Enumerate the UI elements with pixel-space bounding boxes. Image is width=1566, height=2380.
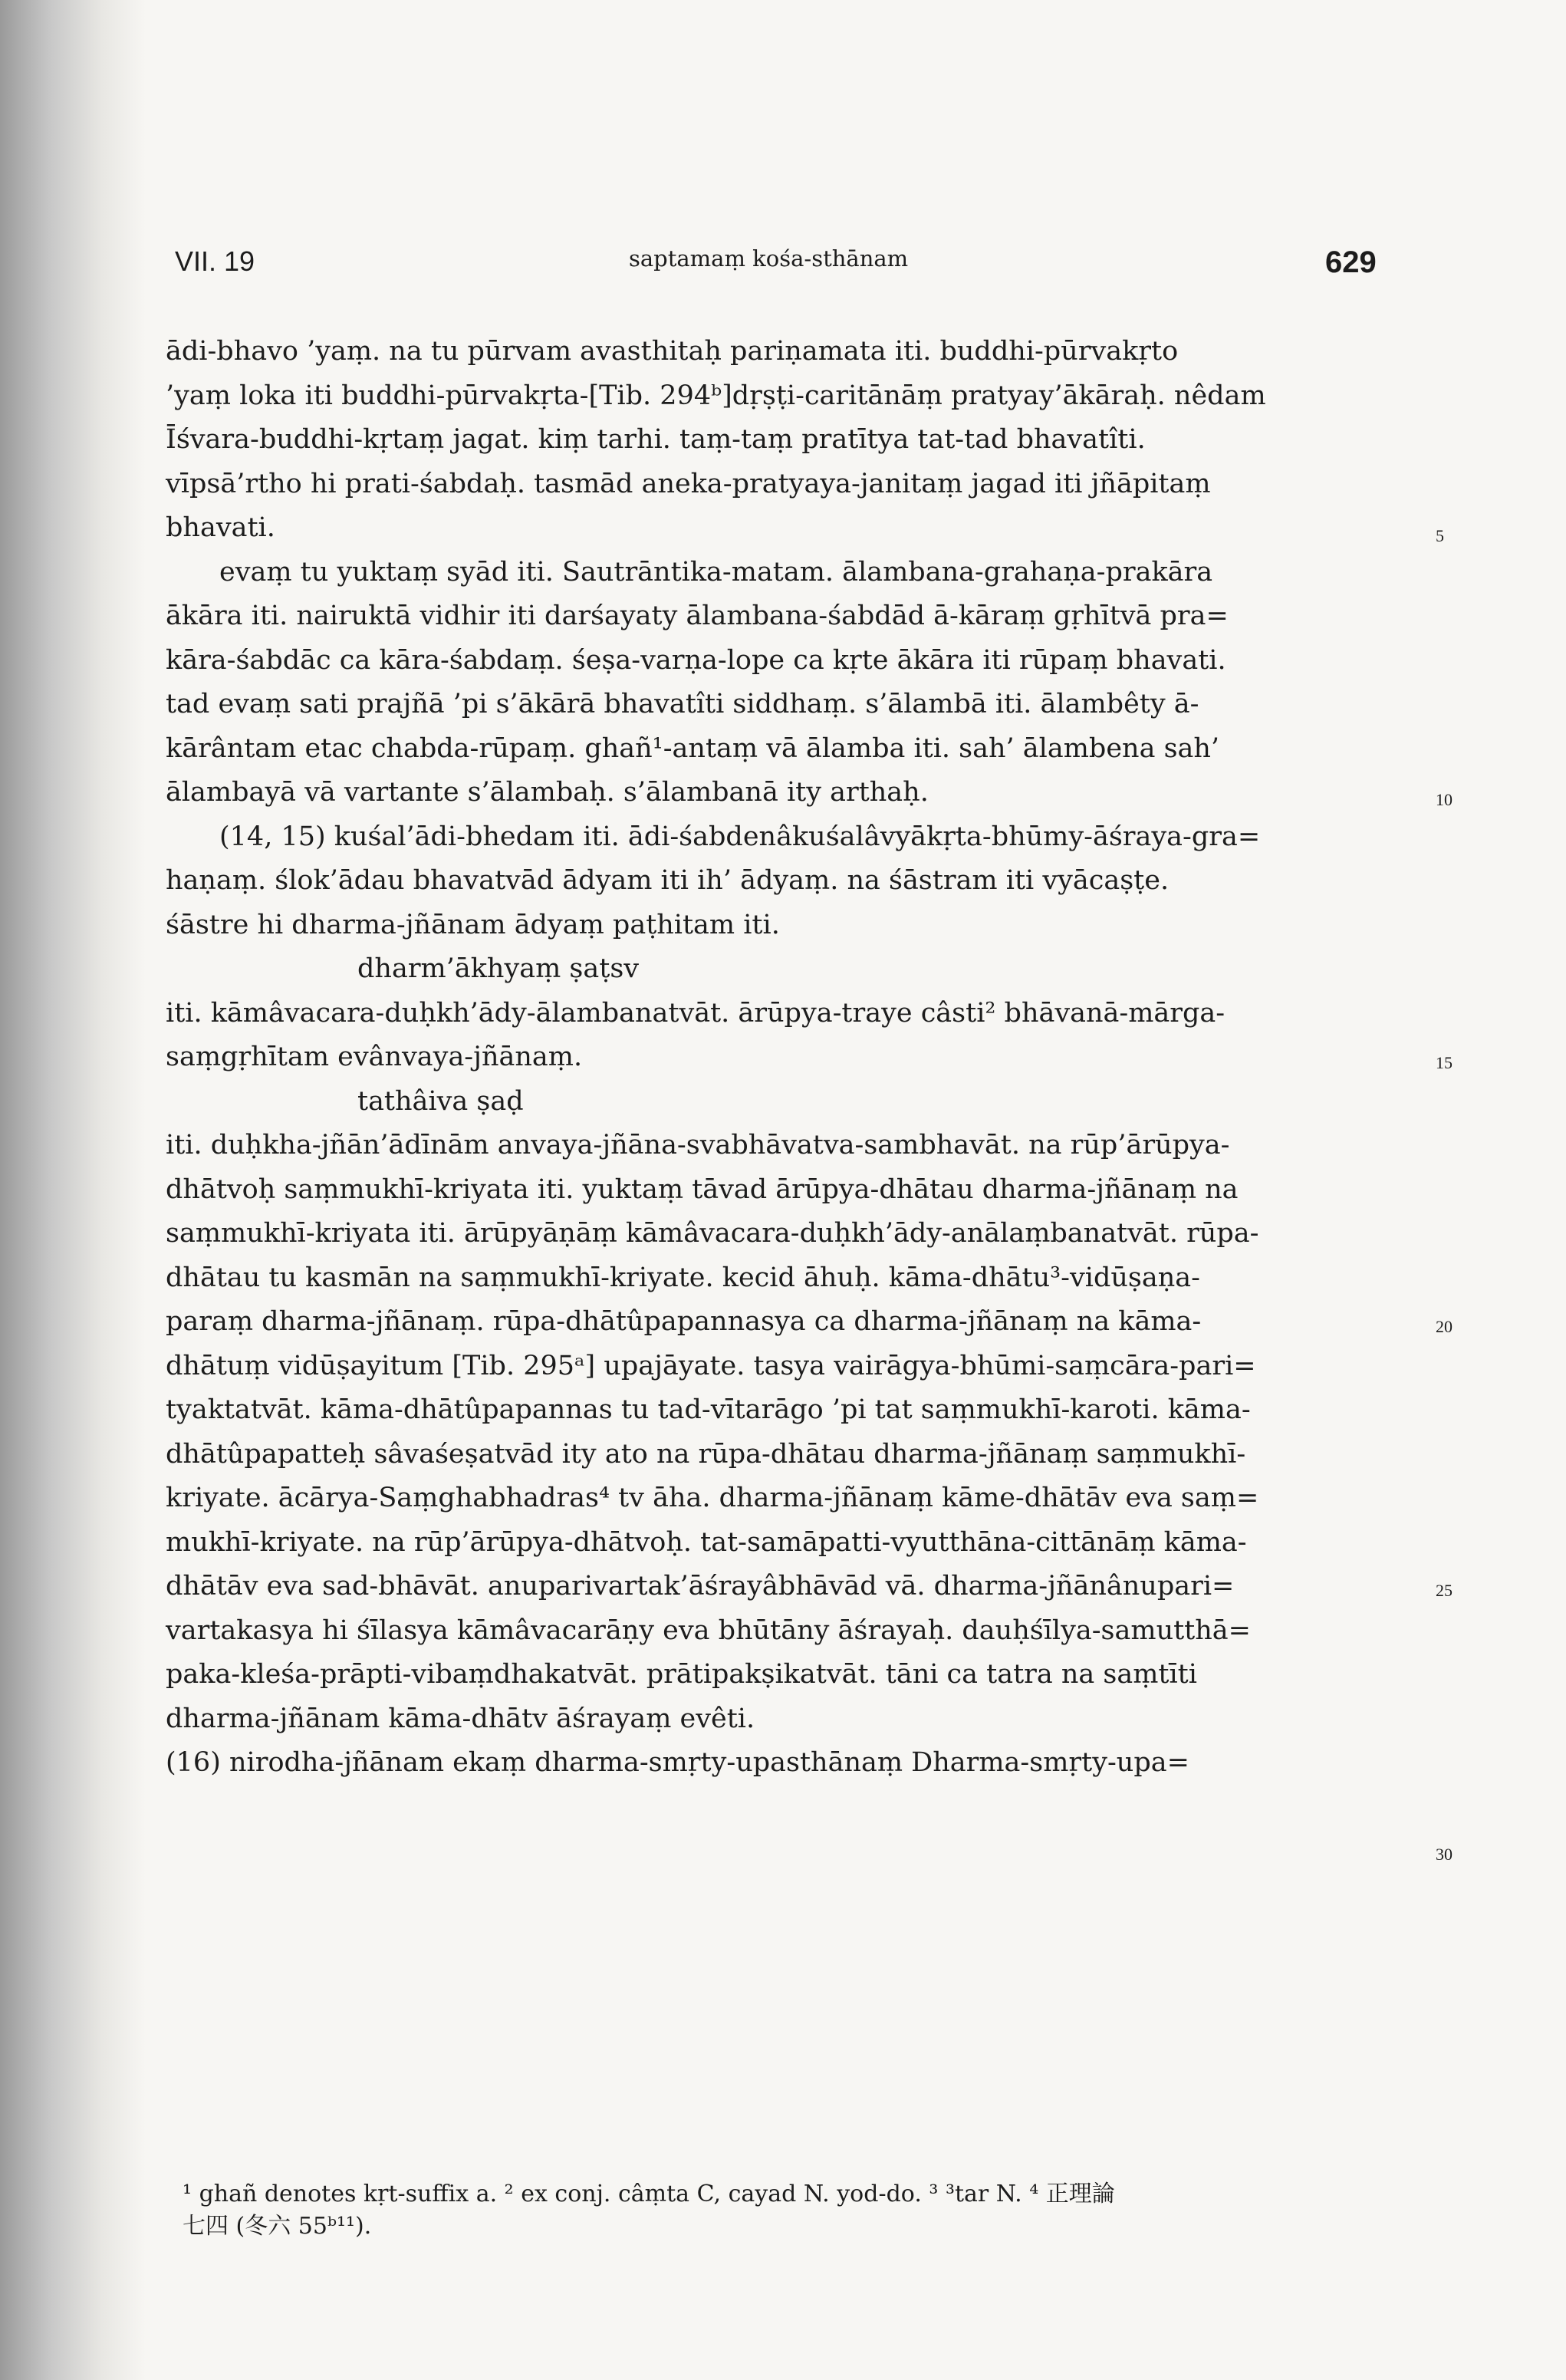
- line-number-20: 20: [1436, 1317, 1452, 1336]
- text-line: dhātāv eva sad-bhāvāt. anuparivartak’āśrayâbhāvād vā. dharma-jñānânupari=: [166, 1571, 1235, 1601]
- text-line: dhātvoḥ saṃmukhī-kriyata iti. yuktaṃ tāvad ārūpya-dhātau dharma-jñānaṃ na: [166, 1174, 1239, 1205]
- footnotes: [183, 2178, 1410, 2243]
- text-line: dhātûpapatteḥ sâvaśeṣatvād ity ato na rūpa-dhātau dharma-jñānaṃ saṃmukhī-: [166, 1438, 1246, 1470]
- page-number: 629: [1325, 245, 1377, 279]
- verse-line: dharm’ākhyaṃ ṣaṭsv: [357, 953, 640, 984]
- text-line: [166, 1786, 1408, 1830]
- text-line: saṃmukhī-kriyata iti. ārūpyāṇāṃ kāmâvacara-duḥkh’ādy-anālaṃbanatvāt. rūpa-: [166, 1218, 1259, 1249]
- text-line: evaṃ tu yuktaṃ syād iti. Sautrāntika-matam. ālambana-grahaṇa-prakāra: [219, 556, 1213, 588]
- text-line: haṇaṃ. ślok’ādau bhavatvād ādyam iti ih’ ādyaṃ. na śāstram iti vyācaṣṭe.: [166, 865, 1170, 896]
- text-line: mukhī-kriyate. na rūp’ārūpya-dhātvoḥ. tat-samāpatti-vyutthāna-cittānāṃ kāma-: [166, 1526, 1247, 1558]
- text-line: iti. kāmâvacara-duḥkh’ādy-ālambanatvāt. ārūpya-traye câsti² bhāvanā-mārga-: [166, 997, 1225, 1029]
- line-number-5: 5: [1436, 526, 1444, 545]
- footnote-line: ¹ ghañ denotes kṛt-suffix a. ² ex conj. câṃta C, cayad N. yod-do. ³ ³tar N. ⁴ 正理論: [183, 2181, 1115, 2207]
- text-line: bhavati.: [166, 512, 275, 543]
- text-line: dhātuṃ vidūṣayitum [Tib. 295ᵃ] upajāyate. tasya vairāgya-bhūmi-saṃcāra-pari=: [166, 1350, 1256, 1381]
- text-line: kriyate. ācārya-Saṃghabhadras⁴ tv āha. dharma-jñānaṃ kāme-dhātāv eva saṃ=: [166, 1483, 1259, 1513]
- text-line: dharma-jñānam kāma-dhātv āśrayaṃ evêti.: [166, 1703, 755, 1734]
- text-line: vartakasya hi śīlasya kāmâvacarāṇy eva bhūtāny āśrayaḥ. dauḥśīlya-samutthā=: [166, 1615, 1251, 1646]
- running-title: saptamaṃ kośa-sthānam: [629, 245, 909, 272]
- text-line: saṃgṛhītam evânvaya-jñānaṃ.: [166, 1042, 583, 1072]
- text-line: tyaktatvāt. kāma-dhātûpapannas tu tad-vītarāgo ’pi tat saṃmukhī-karoti. kāma-: [166, 1394, 1251, 1425]
- text-line: (14, 15) kuśal’ādi-bhedam iti. ādi-śabdenâkuśalâvyākṛta-bhūmy-āśraya-gra=: [219, 821, 1261, 852]
- text-line: tad evaṃ sati prajñā ’pi s’ākārā bhavatîti siddhaṃ. s’ālambā iti. ālambêty ā-: [166, 689, 1199, 719]
- text-line: kāra-śabdāc ca kāra-śabdaṃ. śeṣa-varṇa-lope ca kṛte ākāra iti rūpaṃ bhavati.: [166, 644, 1226, 676]
- text-line: Īśvara-buddhi-kṛtaṃ jagat. kiṃ tarhi. taṃ-taṃ pratītya tat-tad bhavatîti.: [166, 424, 1146, 455]
- text-line: ādi-bhavo ’yaṃ. na tu pūrvam avasthitaḥ pariṇamata iti. buddhi-pūrvakṛto: [166, 336, 1179, 367]
- text-line: paka-kleśa-prāpti-vibaṃdhakatvāt. prātipakṣikatvāt. tāni ca tatra na saṃtīti: [166, 1659, 1197, 1690]
- main-text: [166, 330, 1408, 1829]
- text-line: kārântam etac chabda-rūpaṃ. ghañ¹-antaṃ vā ālamba iti. sah’ ālambena sah’: [166, 732, 1220, 764]
- text-line: śāstre hi dharma-jñānam ādyaṃ paṭhitam iti.: [166, 909, 780, 940]
- text-line: (16) nirodha-jñānam ekaṃ dharma-smṛty-upasthānaṃ Dharma-smṛty-upa=: [166, 1747, 1189, 1778]
- footnote-line: 七四 (冬六 55ᵇ¹¹).: [183, 2213, 372, 2240]
- line-number-15: 15: [1436, 1053, 1452, 1072]
- chapter-number: VII. 19: [175, 245, 255, 277]
- text-line: iti. duḥkha-jñān’ādīnām anvaya-jñāna-svabhāvatva-sambhavāt. na rūp’ārūpya-: [166, 1130, 1230, 1160]
- line-number-30: 30: [1436, 1845, 1452, 1864]
- text-line: dhātau tu kasmān na saṃmukhī-kriyate. kecid āhuḥ. kāma-dhātu³-vidūṣaṇa-: [166, 1262, 1200, 1293]
- text-line: paraṃ dharma-jñānaṃ. rūpa-dhātûpapannasya ca dharma-jñānaṃ na kāma-: [166, 1306, 1202, 1337]
- text-line: ’yaṃ loka iti buddhi-pūrvakṛta-[Tib. 294ᵇ]dṛṣṭi-caritānāṃ pratyay’ākāraḥ. nêdam: [166, 380, 1266, 411]
- text-line: vīpsā’rtho hi prati-śabdaḥ. tasmād aneka-pratyaya-janitaṃ jagad iti jñāpitaṃ: [166, 468, 1211, 499]
- text-line: ākāra iti. nairuktā vidhir iti darśayaty ālambana-śabdād ā-kāraṃ gṛhītvā pra=: [166, 601, 1229, 631]
- line-number-25: 25: [1436, 1581, 1452, 1600]
- text-line: ālambayā vā vartante s’ālambaḥ. s’ālambanā ity arthaḥ.: [166, 777, 929, 808]
- verse-line: tathâiva ṣaḍ: [357, 1085, 524, 1117]
- line-number-10: 10: [1436, 790, 1452, 809]
